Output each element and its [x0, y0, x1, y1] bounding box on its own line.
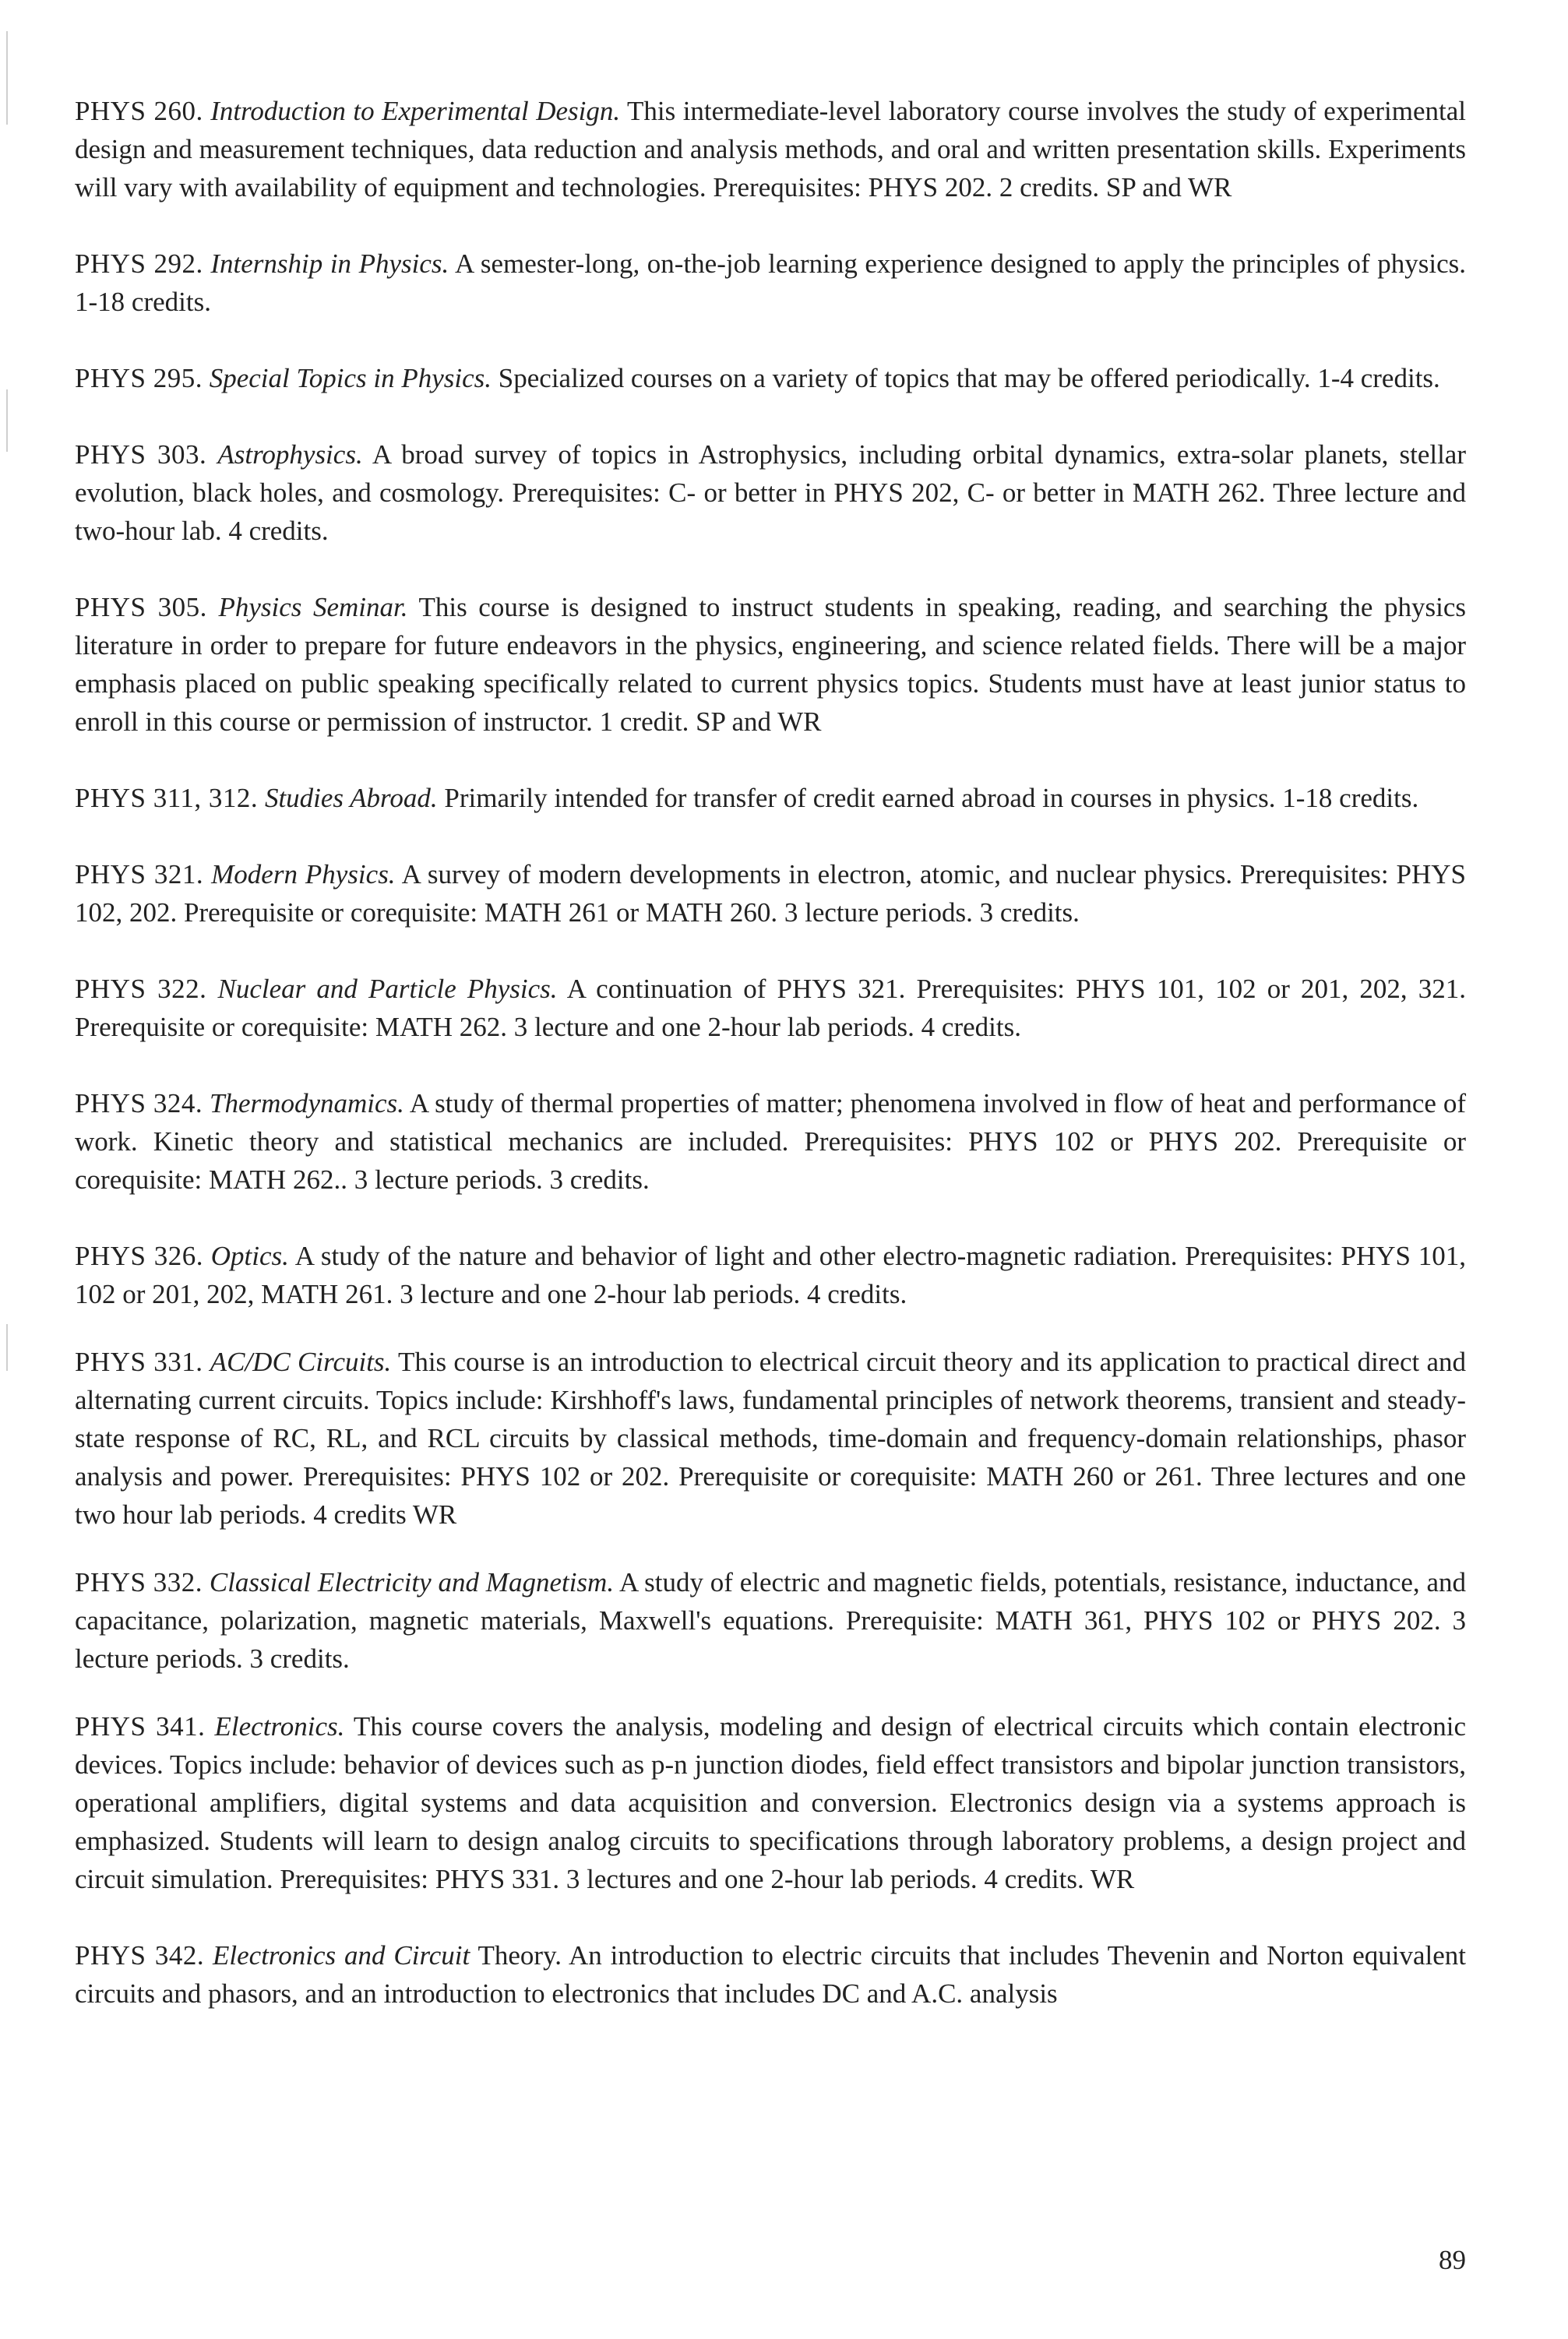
course-entry: [75, 588, 1466, 741]
course-description: Specialized courses on a variety of topics that may be offered periodically. 1-4 credits.: [498, 363, 1440, 393]
course-description: A study of the nature and behavior of light and other electro-magnetic radiation. Prerequisites: PHYS 101, 102 or 201, 202, MATH 261. 3 lecture and one 2-hour lab periods. 4 credits.: [75, 1241, 1467, 1309]
course-entry: [75, 92, 1466, 206]
course-entry: [75, 1084, 1466, 1199]
course-description: This course is an introduction to electrical circuit theory and its application to practical direct and alternating current circuits. Topics include: Kirshhoff's laws, fundamental principles of network theorems, transient and steady-state response of RC, RL, and RCL circuits by classical methods, time-domain and frequency-domain relationships, phasor analysis and power. Prerequisites: PHYS 102 or 202. Prerequisite or corequisite: MATH 260 or 261. Three lectures and one two hour lab periods. 4 credits WR: [75, 1347, 1466, 1530]
course-description: A survey of modern developments in electron, atomic, and nuclear physics. Prerequisites: PHYS 102, 202. Prerequisite or corequisite: MATH 261 or MATH 260. 3 lecture periods. 3 credits.: [75, 859, 1466, 928]
course-code: PHYS 332.: [75, 1567, 203, 1597]
course-code: PHYS 303.: [75, 439, 207, 470]
course-title: Introduction to Experimental Design.: [210, 96, 621, 126]
course-code: PHYS 295.: [75, 363, 203, 393]
course-description: A continuation of PHYS 321. Prerequisites: PHYS 101, 102 or 201, 202, 321. Prerequisite or corequisite: MATH 262. 3 lecture and one 2-hour lab periods. 4 credits.: [75, 974, 1467, 1042]
course-title: Special Topics in Physics.: [209, 363, 492, 393]
course-entry: [75, 855, 1466, 932]
course-title: Internship in Physics.: [210, 248, 449, 279]
course-title: Classical Electricity and Magnetism.: [209, 1567, 615, 1597]
course-description: This course covers the analysis, modeling and design of electrical circuits which contain electronic devices. Topics include: behavior of devices such as p-n junction diodes, field effect transistors and bipolar junction transistors, operational amplifiers, digital systems and data acquisition and conversion. Electronics design via a systems approach is emphasized. Students will learn to design analog circuits to specifications through laboratory problems, a design project and circuit simulation. Prerequisites: PHYS 331. 3 lectures and one 2-hour lab periods. 4 credits. WR: [75, 1711, 1467, 1894]
course-title: Astrophysics.: [217, 439, 363, 470]
course-entry: [75, 1343, 1466, 1534]
scan-binding-mark: [6, 31, 8, 125]
course-description: Theory. An introduction to electric circuits that includes Thevenin and Norton equivalent circuits and phasors, and an introduction to electronics that includes DC and A.C. analysis: [75, 1940, 1466, 2009]
course-entry: [75, 1936, 1466, 2013]
course-description: This intermediate-level laboratory course involves the study of experimental design and measurement techniques, data reduction and analysis methods, and oral and written presentation skills. Experiments will vary with availability of equipment and technologies. Prerequisites: PHYS 202. 2 credits. SP and WR: [75, 96, 1466, 203]
page-number: 89: [1439, 2245, 1466, 2275]
course-title: Thermodynamics.: [210, 1088, 404, 1118]
course-title: Electronics and Circuit: [213, 1940, 470, 1971]
scan-binding-mark: [6, 389, 8, 452]
course-description: Primarily intended for transfer of credit earned abroad in courses in physics. 1-18 credits.: [444, 783, 1419, 813]
course-entry: [75, 779, 1466, 817]
course-description: A semester-long, on-the-job learning experience designed to apply the principles of physics. 1-18 credits.: [75, 248, 1466, 317]
course-entry: [75, 435, 1466, 550]
course-entry: [75, 970, 1466, 1046]
course-code: PHYS 342.: [75, 1940, 205, 1971]
course-description: This course is designed to instruct students in speaking, reading, and searching the physics literature in order to prepare for future endeavors in the physics, engineering, and science related fields. There will be a major emphasis placed on public speaking specifically related to current physics topics. Students must have at least junior status to enroll in this course or permission of instructor. 1 credit. SP and WR: [75, 592, 1467, 737]
course-entry: [75, 1707, 1466, 1898]
course-entry: [75, 245, 1466, 321]
scan-binding-mark: [6, 1324, 8, 1371]
course-entry: [75, 1237, 1466, 1313]
course-title: Electronics.: [214, 1711, 345, 1742]
course-code: PHYS 311, 312.: [75, 783, 259, 813]
catalog-page: [75, 92, 1466, 2013]
course-code: PHYS 324.: [75, 1088, 203, 1118]
course-code: PHYS 341.: [75, 1711, 206, 1742]
course-code: PHYS 326.: [75, 1241, 203, 1271]
course-code: PHYS 322.: [75, 974, 207, 1004]
course-title: Optics.: [210, 1241, 289, 1271]
course-code: PHYS 305.: [75, 592, 207, 622]
course-title: Physics Seminar.: [218, 592, 408, 622]
course-title: Modern Physics.: [211, 859, 396, 889]
course-description: A broad survey of topics in Astrophysics, including orbital dynamics, extra-solar planets, stellar evolution, black holes, and cosmology. Prerequisites: C- or better in PHYS 202, C- or better in MATH 262. Three lecture and two-hour lab. 4 credits.: [75, 439, 1466, 546]
course-entry: [75, 359, 1466, 397]
course-code: PHYS 331.: [75, 1347, 203, 1377]
course-description: A study of thermal properties of matter; phenomena involved in flow of heat and performance of work. Kinetic theory and statistical mechanics are included. Prerequisites: PHYS 102 or PHYS 202. Prerequisite or corequisite: MATH 262.. 3 lecture periods. 3 credits.: [75, 1088, 1467, 1195]
course-title: Nuclear and Particle Physics.: [217, 974, 558, 1004]
course-code: PHYS 292.: [75, 248, 203, 279]
course-code: PHYS 260.: [75, 96, 203, 126]
course-entry: [75, 1563, 1466, 1678]
course-code: PHYS 321.: [75, 859, 204, 889]
course-description: A study of electric and magnetic fields, potentials, resistance, inductance, and capacitance, polarization, magnetic materials, Maxwell's equations. Prerequisite: MATH 361, PHYS 102 or PHYS 202. 3 lecture periods. 3 credits.: [75, 1567, 1467, 1674]
course-title: AC/DC Circuits.: [210, 1347, 392, 1377]
course-title: Studies Abroad.: [264, 783, 438, 813]
